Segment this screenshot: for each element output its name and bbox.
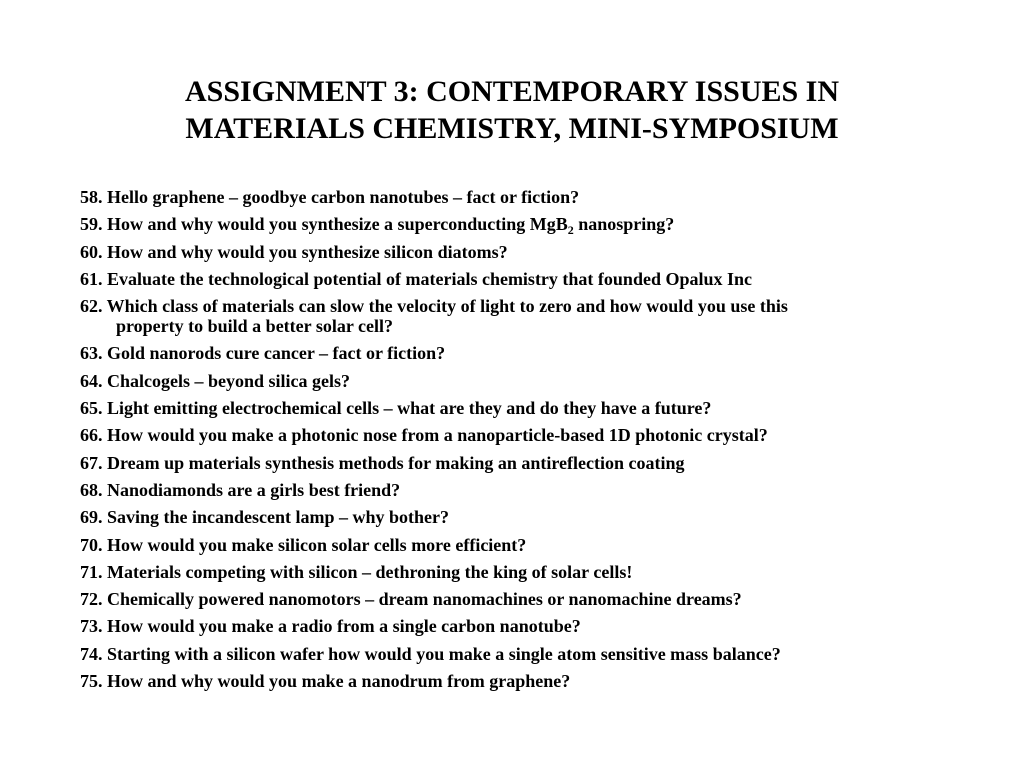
list-item: 75. How and why would you make a nanodrum from graphene? bbox=[80, 671, 571, 692]
list-item: 61. Evaluate the technological potential of materials chemistry that founded Opalux Inc bbox=[80, 268, 752, 289]
list-item-text: 62. Which class of materials can slow the velocity of light to zero and how would you use this bbox=[80, 296, 788, 317]
list-item: 60. How and why would you synthesize silicon diatoms? bbox=[80, 241, 508, 262]
list-item: 71. Materials competing with silicon – dethroning the king of solar cells! bbox=[80, 561, 633, 582]
list-item: 70. How would you make silicon solar cells more efficient? bbox=[80, 534, 527, 555]
list-item bbox=[80, 296, 1000, 336]
subscript: 2 bbox=[567, 223, 574, 238]
list-item bbox=[80, 214, 1000, 238]
list-item: 64. Chalcogels – beyond silica gels? bbox=[80, 370, 351, 391]
list-item: 65. Light emitting electrochemical cells – what are they and do they have a future? bbox=[80, 398, 712, 419]
list-item-text-end: nanospring? bbox=[573, 214, 675, 235]
title-line-2: MATERIALS CHEMISTRY, MINI-SYMPOSIUM bbox=[185, 112, 839, 145]
list-item: 58. Hello graphene – goodbye carbon nanotubes – fact or fiction? bbox=[80, 187, 580, 207]
list-item-text: 59. How and why would you synthesize a superconducting MgB bbox=[80, 214, 568, 235]
title-line-1: ASSIGNMENT 3: CONTEMPORARY ISSUES IN bbox=[184, 75, 840, 108]
list-item: 66. How would you make a photonic nose from a nanoparticle-based 1D photonic crystal? bbox=[80, 425, 768, 446]
list-item: 74. Starting with a silicon wafer how would you make a single atom sensitive mass balance? bbox=[80, 643, 781, 664]
list-item: 63. Gold nanorods cure cancer – fact or fiction? bbox=[80, 343, 446, 364]
list-item: 67. Dream up materials synthesis methods for making an antireflection coating bbox=[80, 452, 685, 473]
list-item: 73. How would you make a radio from a single carbon nanotube? bbox=[80, 616, 581, 637]
list-item: 69. Saving the incandescent lamp – why bother? bbox=[80, 507, 450, 528]
page-title bbox=[0, 73, 1024, 147]
list-item-continuation: property to build a better solar cell? bbox=[116, 316, 393, 337]
list-item: 68. Nanodiamonds are a girls best friend? bbox=[80, 479, 401, 500]
question-list bbox=[80, 187, 1000, 698]
list-item: 72. Chemically powered nanomotors – dream nanomachines or nanomachine dreams? bbox=[80, 589, 742, 610]
